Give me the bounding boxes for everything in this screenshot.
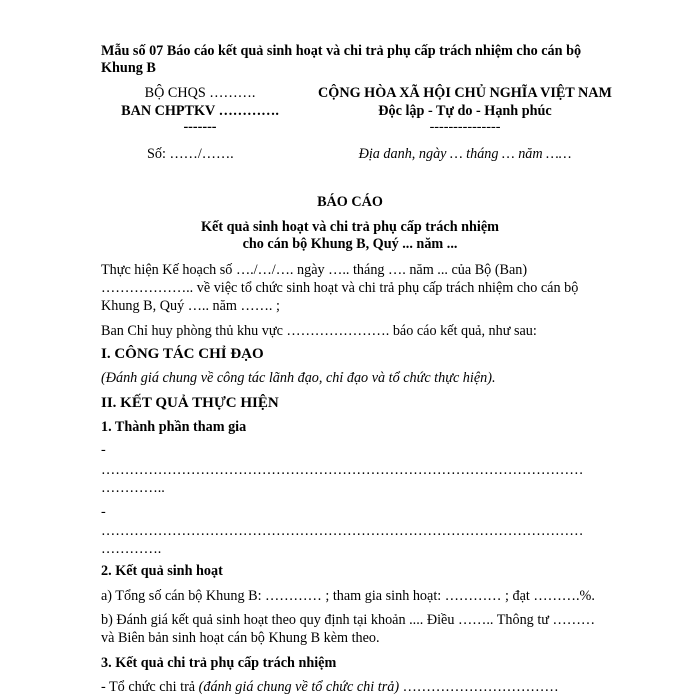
result-item-a: a) Tổng số cán bộ Khung B: ………… ; tham gia sinh hoạt: ………… ; đạt ……….%. — [101, 588, 595, 604]
participant-dash-1: - — [101, 442, 106, 458]
left-divider: ------- — [183, 119, 217, 135]
document-number-label: Số: — [147, 146, 166, 162]
payment-line — [101, 678, 559, 696]
payment-note: (đánh giá chung về tổ chức chi trả) — [198, 679, 400, 695]
subsection-3-heading: 3. Kết quả chi trả phụ cấp trách nhiệm — [101, 655, 337, 671]
result-item-b-line1: b) Đánh giá kết quả sinh hoạt theo quy định tại khoản .... Điều …….. Thông tư ……… — [101, 612, 596, 628]
section-2-heading: II. KẾT QUẢ THỰC HIỆN — [101, 395, 279, 411]
right-divider: --------------- — [429, 119, 501, 135]
intro-line-1: Thực hiện Kế hoạch số …./…/…. ngày ….. tháng …. năm ... của Bộ (Ban) — [101, 262, 528, 278]
subsection-2-heading: 2. Kết quả sinh hoạt — [101, 563, 223, 579]
form-caption-line2: Khung B — [101, 60, 156, 76]
section-1-heading: I. CÔNG TÁC CHỈ ĐẠO — [101, 346, 264, 362]
report-title: BÁO CÁO — [317, 194, 383, 210]
document-number-blank: ……/……. — [169, 146, 234, 162]
place-date-line: Địa danh, ngày … tháng … năm …… — [358, 146, 572, 162]
participant-dots-2b: …………. — [101, 541, 162, 557]
section-1-note: (Đánh giá chung về công tác lãnh đạo, chỉ đạo và tổ chức thực hiện). — [101, 370, 496, 386]
report-subtitle-line2: cho cán bộ Khung B, Quý ... năm ... — [242, 236, 458, 252]
intro-line-3: Khung B, Quý ….. năm ……. ; — [101, 298, 280, 314]
org-parent: BỘ CHQS ………. — [144, 85, 256, 101]
participant-dash-2: - — [101, 504, 106, 520]
document-number — [147, 145, 234, 163]
org-name: BAN CHPTKV …………. — [121, 103, 279, 119]
participant-dots-2: ………………………………………………………………………………………… — [101, 523, 584, 539]
national-motto: Độc lập - Tự do - Hạnh phúc — [378, 103, 552, 119]
payment-prefix: - Tổ chức chi trả — [101, 679, 196, 695]
intro-line-2: ……………….. về việc tổ chức sinh hoạt và chi trả phụ cấp trách nhiệm cho cán bộ — [101, 280, 579, 296]
payment-dots: …………………………… — [402, 679, 559, 695]
nation-title: CỘNG HÒA XÃ HỘI CHỦ NGHĨA VIỆT NAM — [318, 85, 612, 101]
report-subtitle-line1: Kết quả sinh hoạt và chi trả phụ cấp trách nhiệm — [201, 219, 499, 235]
participant-dots-1: ………………………………………………………………………………………… — [101, 462, 584, 478]
participant-dots-1b: ………….. — [101, 480, 165, 496]
intro-line-4: Ban Chỉ huy phòng thủ khu vực …………………. báo cáo kết quả, như sau: — [101, 323, 537, 339]
subsection-1-heading: 1. Thành phần tham gia — [101, 419, 247, 435]
form-caption-line1: Mẫu số 07 Báo cáo kết quả sinh hoạt và chi trả phụ cấp trách nhiệm cho cán bộ — [101, 43, 582, 59]
result-item-b-line2: và Biên bản sinh hoạt cán bộ Khung B kèm theo. — [101, 630, 380, 646]
